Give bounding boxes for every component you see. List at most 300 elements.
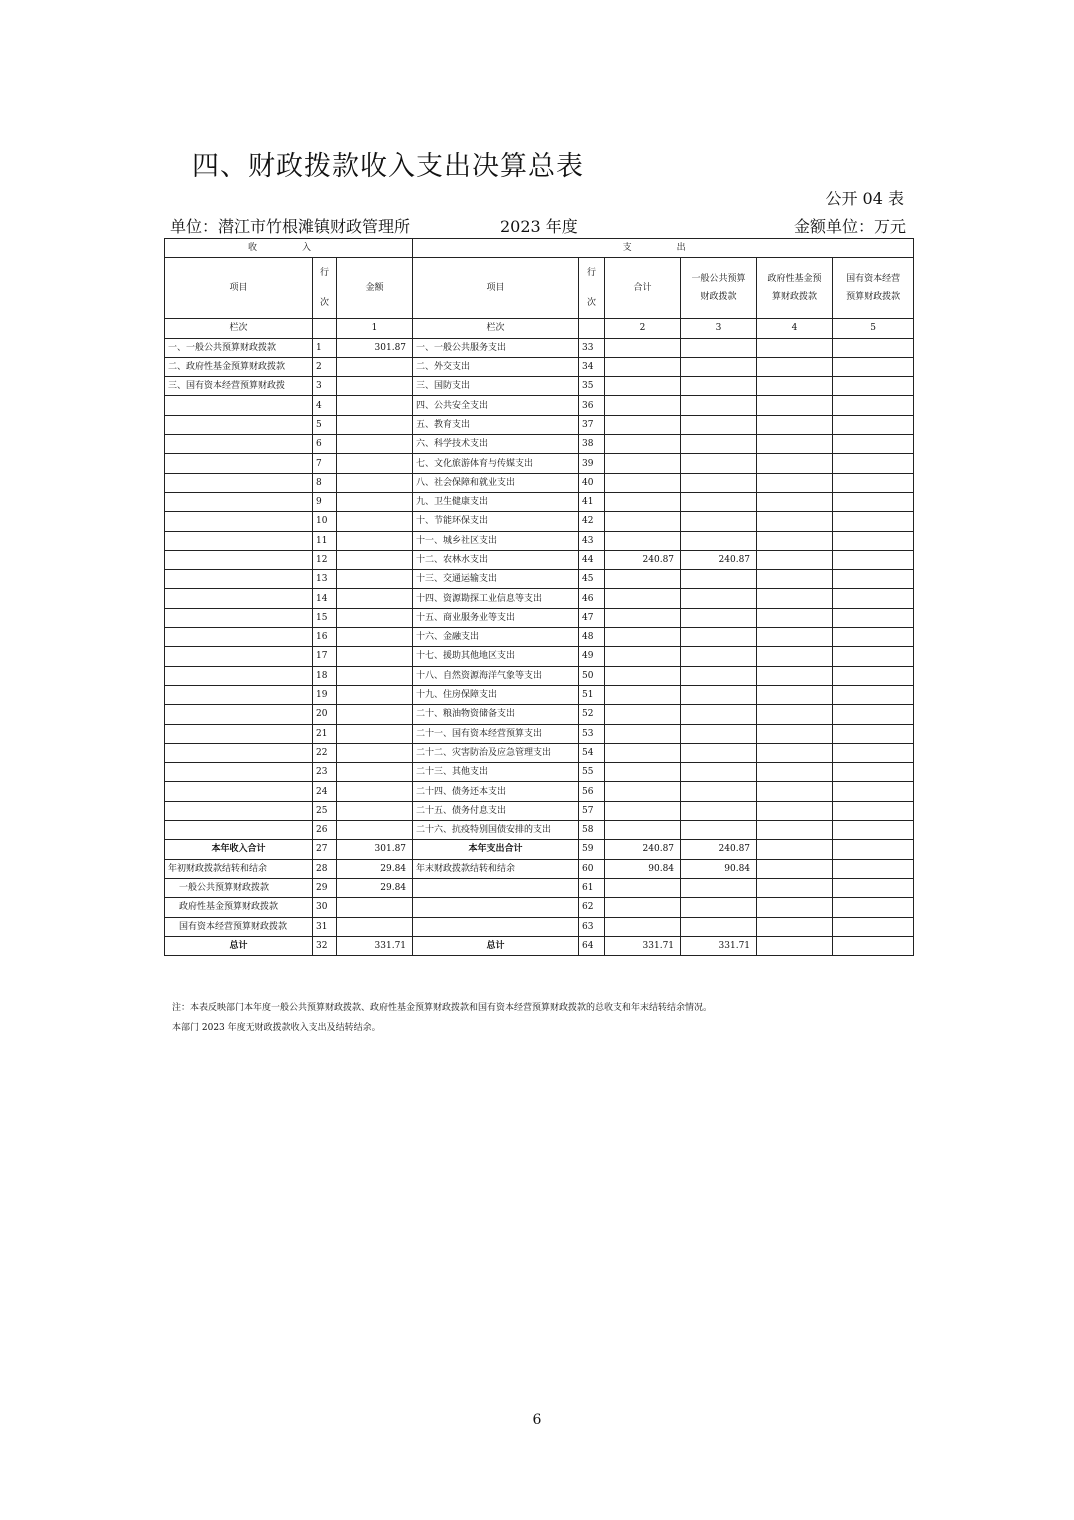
expense-item-cell: 十八、自然资源海洋气象等支出 (413, 666, 579, 685)
header-expense-item: 项目 (413, 258, 579, 319)
expense-rowno-cell: 49 (579, 647, 605, 666)
table-row (165, 705, 914, 724)
expense-state-cell (833, 801, 914, 820)
expense-rowno-cell: 42 (579, 512, 605, 531)
header-group-row (165, 239, 914, 258)
expense-state-cell (833, 763, 914, 782)
expense-general-cell (681, 724, 757, 743)
income-item-cell: 一般公共预算财政拨款 (165, 878, 313, 897)
expense-rowno-cell: 40 (579, 473, 605, 492)
expense-state-cell (833, 338, 914, 357)
expense-general-cell (681, 377, 757, 396)
expense-general-cell (681, 898, 757, 917)
income-item-cell: 三、国有资本经营预算财政拨 (165, 377, 313, 396)
expense-item-cell: 二十、粮油物资储备支出 (413, 705, 579, 724)
expense-state-cell (833, 492, 914, 511)
expense-state-cell (833, 589, 914, 608)
income-item-cell (165, 550, 313, 569)
expense-fund-cell (757, 821, 833, 840)
expense-item-cell: 十四、资源勘探工业信息等支出 (413, 589, 579, 608)
expense-item-cell: 七、文化旅游体育与传媒支出 (413, 454, 579, 473)
expense-general-cell (681, 917, 757, 936)
income-rowno-cell: 10 (313, 512, 337, 531)
expense-rowno-cell: 39 (579, 454, 605, 473)
income-item-cell (165, 801, 313, 820)
expense-item-cell (413, 878, 579, 897)
expense-state-cell (833, 666, 914, 685)
expense-general-cell: 90.84 (681, 859, 757, 878)
expense-fund-cell (757, 377, 833, 396)
expense-rowno-cell: 64 (579, 936, 605, 955)
income-item-cell (165, 415, 313, 434)
income-amount-cell (337, 396, 413, 415)
income-item-cell: 年初财政拨款结转和结余 (165, 859, 313, 878)
expense-state-cell (833, 724, 914, 743)
expense-fund-cell (757, 647, 833, 666)
table-row (165, 801, 914, 820)
expense-state-cell (833, 628, 914, 647)
expense-general-cell (681, 821, 757, 840)
income-item-cell: 总计 (165, 936, 313, 955)
expense-general-cell: 240.87 (681, 550, 757, 569)
income-item-cell (165, 685, 313, 704)
table-row (165, 550, 914, 569)
expense-rowno-cell: 37 (579, 415, 605, 434)
income-item-cell (165, 821, 313, 840)
expense-state-cell (833, 396, 914, 415)
expense-total-cell (605, 917, 681, 936)
expense-rowno-cell: 35 (579, 377, 605, 396)
expense-general-cell (681, 782, 757, 801)
expense-fund-cell (757, 589, 833, 608)
income-amount-cell (337, 821, 413, 840)
income-rowno-cell: 17 (313, 647, 337, 666)
income-rowno-cell: 30 (313, 898, 337, 917)
table-row (165, 338, 914, 357)
expense-total-cell (605, 705, 681, 724)
expense-general-cell (681, 338, 757, 357)
expense-total-cell (605, 415, 681, 434)
expense-total-cell (605, 647, 681, 666)
income-rowno-cell: 24 (313, 782, 337, 801)
income-rowno-cell: 31 (313, 917, 337, 936)
expense-general-cell: 240.87 (681, 840, 757, 859)
expense-total-cell (605, 608, 681, 627)
income-item-cell (165, 724, 313, 743)
colnum-4: 4 (757, 319, 833, 338)
expense-general-cell (681, 435, 757, 454)
note-line: 本部门 2023 年度无财政拨款收入支出及结转结余。 (172, 1023, 381, 1033)
income-item-cell: 一、一般公共预算财政拨款 (165, 338, 313, 357)
expense-item-cell: 本年支出合计 (413, 840, 579, 859)
expense-state-cell (833, 898, 914, 917)
expense-fund-cell (757, 473, 833, 492)
income-item-cell (165, 492, 313, 511)
expense-fund-cell (757, 840, 833, 859)
summary-row (165, 878, 914, 897)
expense-item-cell: 九、卫生健康支出 (413, 492, 579, 511)
expense-state-cell (833, 685, 914, 704)
income-item-cell (165, 473, 313, 492)
expense-item-cell: 二十三、其他支出 (413, 763, 579, 782)
expense-fund-cell (757, 801, 833, 820)
income-amount-cell (337, 685, 413, 704)
income-rowno-cell: 18 (313, 666, 337, 685)
income-rowno-cell: 13 (313, 570, 337, 589)
expense-item-cell: 八、社会保障和就业支出 (413, 473, 579, 492)
income-item-cell (165, 531, 313, 550)
expense-total-cell (605, 589, 681, 608)
income-item-cell (165, 396, 313, 415)
expense-state-cell (833, 435, 914, 454)
expense-general-cell (681, 357, 757, 376)
expense-item-cell: 四、公共安全支出 (413, 396, 579, 415)
expense-rowno-cell: 63 (579, 917, 605, 936)
expense-item-cell: 十、节能环保支出 (413, 512, 579, 531)
income-rowno-cell: 19 (313, 685, 337, 704)
income-amount-cell (337, 647, 413, 666)
expense-item-cell: 三、国防支出 (413, 377, 579, 396)
expense-total-cell (605, 898, 681, 917)
expense-fund-cell (757, 396, 833, 415)
income-item-cell (165, 589, 313, 608)
expense-state-cell (833, 705, 914, 724)
expense-fund-cell (757, 763, 833, 782)
income-amount-cell (337, 782, 413, 801)
expense-total-cell (605, 454, 681, 473)
expense-state-cell (833, 743, 914, 762)
expense-total-cell: 90.84 (605, 859, 681, 878)
expense-rowno-cell: 34 (579, 357, 605, 376)
expense-total-cell (605, 628, 681, 647)
expense-rowno-cell: 53 (579, 724, 605, 743)
income-amount-cell (337, 917, 413, 936)
expense-item-cell: 十九、住房保障支出 (413, 685, 579, 704)
expense-general-cell: 331.71 (681, 936, 757, 955)
income-amount-cell: 331.71 (337, 936, 413, 955)
income-item-cell: 二、政府性基金预算财政拨款 (165, 357, 313, 376)
expense-total-cell (605, 801, 681, 820)
income-rowno-cell: 25 (313, 801, 337, 820)
expense-fund-cell (757, 415, 833, 434)
summary-row (165, 840, 914, 859)
expense-item-cell: 二、外交支出 (413, 357, 579, 376)
expense-state-cell (833, 550, 914, 569)
colnum-1: 1 (337, 319, 413, 338)
expense-item-cell: 十七、援助其他地区支出 (413, 647, 579, 666)
expense-rowno-cell: 50 (579, 666, 605, 685)
income-amount-cell (337, 377, 413, 396)
table-row (165, 570, 914, 589)
income-rowno-cell: 5 (313, 415, 337, 434)
expense-total-cell: 331.71 (605, 936, 681, 955)
income-amount-cell (337, 550, 413, 569)
expense-state-cell (833, 840, 914, 859)
expense-fund-cell (757, 512, 833, 531)
income-item-cell (165, 705, 313, 724)
table-row (165, 396, 914, 415)
expense-total-cell (605, 396, 681, 415)
income-rowno-cell: 20 (313, 705, 337, 724)
income-rowno-cell: 29 (313, 878, 337, 897)
expense-fund-cell (757, 531, 833, 550)
expense-rowno-cell: 56 (579, 782, 605, 801)
expense-general-cell (681, 705, 757, 724)
income-rowno-cell: 7 (313, 454, 337, 473)
expense-fund-cell (757, 454, 833, 473)
income-item-cell (165, 454, 313, 473)
colnum-2: 2 (605, 319, 681, 338)
expense-item-cell: 二十六、抗疫特别国债安排的支出 (413, 821, 579, 840)
income-item-cell (165, 763, 313, 782)
note-line: 注：本表反映部门本年度一般公共预算财政拨款、政府性基金预算财政拨款和国有资本经营预算财政拨款的总收支和年末结转结余情况。 (172, 1003, 713, 1013)
expense-total-cell (605, 743, 681, 762)
expense-total-cell (605, 782, 681, 801)
income-item-cell (165, 743, 313, 762)
income-amount-cell (337, 608, 413, 627)
expense-rowno-cell: 60 (579, 859, 605, 878)
expense-fund-cell (757, 685, 833, 704)
income-amount-cell (337, 492, 413, 511)
income-rowno-cell: 9 (313, 492, 337, 511)
table-row (165, 628, 914, 647)
expense-item-cell: 六、科学技术支出 (413, 435, 579, 454)
header-expense-rowno: 行 次 (579, 258, 605, 319)
colnum-label-expense: 栏次 (413, 319, 579, 338)
expense-general-cell (681, 801, 757, 820)
expense-fund-cell (757, 859, 833, 878)
expense-total-cell: 240.87 (605, 550, 681, 569)
income-rowno-cell: 1 (313, 338, 337, 357)
expense-item-cell: 二十一、国有资本经营预算支出 (413, 724, 579, 743)
expense-fund-cell (757, 898, 833, 917)
income-rowno-cell: 22 (313, 743, 337, 762)
fiscal-year: 2023 年度 (500, 217, 578, 236)
header-expense: 支 出 (413, 239, 914, 258)
income-amount-cell: 301.87 (337, 840, 413, 859)
table-row (165, 821, 914, 840)
expense-item-cell: 二十四、债务还本支出 (413, 782, 579, 801)
income-rowno-cell: 3 (313, 377, 337, 396)
expense-state-cell (833, 859, 914, 878)
table-row (165, 685, 914, 704)
expense-general-cell (681, 666, 757, 685)
expense-state-cell (833, 570, 914, 589)
income-amount-cell (337, 454, 413, 473)
expense-total-cell (605, 377, 681, 396)
form-number: 公开 04 表 (825, 189, 904, 208)
expense-state-cell (833, 917, 914, 936)
income-item-cell: 国有资本经营预算财政拨款 (165, 917, 313, 936)
expense-fund-cell (757, 628, 833, 647)
table-row (165, 763, 914, 782)
expense-fund-cell (757, 917, 833, 936)
income-item-cell (165, 782, 313, 801)
expense-general-cell (681, 531, 757, 550)
expense-rowno-cell: 36 (579, 396, 605, 415)
income-amount-cell: 29.84 (337, 878, 413, 897)
income-amount-cell (337, 415, 413, 434)
expense-state-cell (833, 647, 914, 666)
expense-total-cell (605, 570, 681, 589)
page-title: 四、财政拨款收入支出决算总表 (192, 151, 584, 182)
expense-total-cell (605, 666, 681, 685)
header-total: 合计 (605, 258, 681, 319)
header-row (165, 258, 914, 319)
expense-item-cell (413, 917, 579, 936)
income-item-cell: 本年收入合计 (165, 840, 313, 859)
expense-fund-cell (757, 666, 833, 685)
expense-fund-cell (757, 338, 833, 357)
expense-rowno-cell: 45 (579, 570, 605, 589)
income-amount-cell (337, 628, 413, 647)
expense-state-cell (833, 357, 914, 376)
income-amount-cell (337, 473, 413, 492)
income-amount-cell (337, 589, 413, 608)
header-fund: 政府性基金预 算财政拨款 (757, 258, 833, 319)
table-row (165, 666, 914, 685)
expense-total-cell (605, 724, 681, 743)
expense-total-cell (605, 357, 681, 376)
expense-total-cell (605, 512, 681, 531)
expense-rowno-cell: 62 (579, 898, 605, 917)
colnum-3: 3 (681, 319, 757, 338)
expense-item-cell: 十一、城乡社区支出 (413, 531, 579, 550)
expense-state-cell (833, 377, 914, 396)
income-amount-cell (337, 435, 413, 454)
expense-rowno-cell: 43 (579, 531, 605, 550)
expense-state-cell (833, 608, 914, 627)
income-rowno-cell: 4 (313, 396, 337, 415)
expense-fund-cell (757, 357, 833, 376)
expense-rowno-cell: 44 (579, 550, 605, 569)
expense-item-cell (413, 898, 579, 917)
income-rowno-cell: 15 (313, 608, 337, 627)
expense-total-cell (605, 473, 681, 492)
expense-general-cell (681, 415, 757, 434)
expense-rowno-cell: 47 (579, 608, 605, 627)
money-unit: 金额单位：万元 (793, 217, 906, 236)
header-amount: 金额 (337, 258, 413, 319)
income-rowno-cell: 2 (313, 357, 337, 376)
expense-fund-cell (757, 570, 833, 589)
summary-row (165, 859, 914, 878)
income-rowno-cell: 8 (313, 473, 337, 492)
table-row (165, 589, 914, 608)
income-amount-cell (337, 743, 413, 762)
income-amount-cell (337, 724, 413, 743)
expense-rowno-cell: 61 (579, 878, 605, 897)
unit-line (170, 214, 906, 236)
table-row (165, 531, 914, 550)
expense-total-cell (605, 531, 681, 550)
expense-total-cell (605, 435, 681, 454)
expense-rowno-cell: 52 (579, 705, 605, 724)
expense-rowno-cell: 33 (579, 338, 605, 357)
expense-general-cell (681, 396, 757, 415)
expense-state-cell (833, 878, 914, 897)
income-rowno-cell: 32 (313, 936, 337, 955)
expense-item-cell: 二十二、灾害防治及应急管理支出 (413, 743, 579, 762)
header-income-rowno: 行 次 (313, 258, 337, 319)
table-row (165, 608, 914, 627)
income-item-cell (165, 647, 313, 666)
income-rowno-cell: 12 (313, 550, 337, 569)
income-amount-cell (337, 666, 413, 685)
expense-item-cell: 十六、金融支出 (413, 628, 579, 647)
table-row (165, 782, 914, 801)
table-row (165, 454, 914, 473)
financial-table (164, 238, 914, 956)
expense-total-cell: 240.87 (605, 840, 681, 859)
expense-rowno-cell: 41 (579, 492, 605, 511)
table-row (165, 357, 914, 376)
expense-rowno-cell: 59 (579, 840, 605, 859)
income-rowno-cell: 21 (313, 724, 337, 743)
expense-general-cell (681, 647, 757, 666)
table-row (165, 743, 914, 762)
expense-state-cell (833, 454, 914, 473)
expense-state-cell (833, 512, 914, 531)
expense-rowno-cell: 38 (579, 435, 605, 454)
income-amount-cell (337, 357, 413, 376)
table-row (165, 377, 914, 396)
header-general: 一般公共预算 财政拨款 (681, 258, 757, 319)
income-rowno-cell: 23 (313, 763, 337, 782)
expense-state-cell (833, 782, 914, 801)
expense-rowno-cell: 51 (579, 685, 605, 704)
header-income: 收 入 (165, 239, 413, 258)
table-row (165, 512, 914, 531)
expense-rowno-cell: 57 (579, 801, 605, 820)
expense-rowno-cell: 48 (579, 628, 605, 647)
expense-item-cell: 一、一般公共服务支出 (413, 338, 579, 357)
expense-state-cell (833, 531, 914, 550)
colnum-label-income: 栏次 (165, 319, 313, 338)
colnum-blank (313, 319, 337, 338)
expense-item-cell: 二十五、债务付息支出 (413, 801, 579, 820)
expense-fund-cell (757, 705, 833, 724)
table-row (165, 647, 914, 666)
expense-state-cell (833, 415, 914, 434)
income-amount-cell (337, 801, 413, 820)
income-amount-cell: 301.87 (337, 338, 413, 357)
expense-fund-cell (757, 608, 833, 627)
expense-general-cell (681, 878, 757, 897)
table-row (165, 724, 914, 743)
expense-general-cell (681, 492, 757, 511)
unit-name: 单位：潜江市竹根滩镇财政管理所 (170, 217, 411, 236)
income-rowno-cell: 6 (313, 435, 337, 454)
colnum-blank (579, 319, 605, 338)
expense-general-cell (681, 570, 757, 589)
summary-row (165, 936, 914, 955)
expense-rowno-cell: 54 (579, 743, 605, 762)
expense-fund-cell (757, 550, 833, 569)
expense-general-cell (681, 763, 757, 782)
table-row (165, 473, 914, 492)
expense-fund-cell (757, 724, 833, 743)
expense-general-cell (681, 512, 757, 531)
income-rowno-cell: 26 (313, 821, 337, 840)
summary-row (165, 898, 914, 917)
header-income-item: 项目 (165, 258, 313, 319)
income-rowno-cell: 27 (313, 840, 337, 859)
expense-fund-cell (757, 743, 833, 762)
income-amount-cell (337, 705, 413, 724)
income-item-cell (165, 435, 313, 454)
summary-row (165, 917, 914, 936)
